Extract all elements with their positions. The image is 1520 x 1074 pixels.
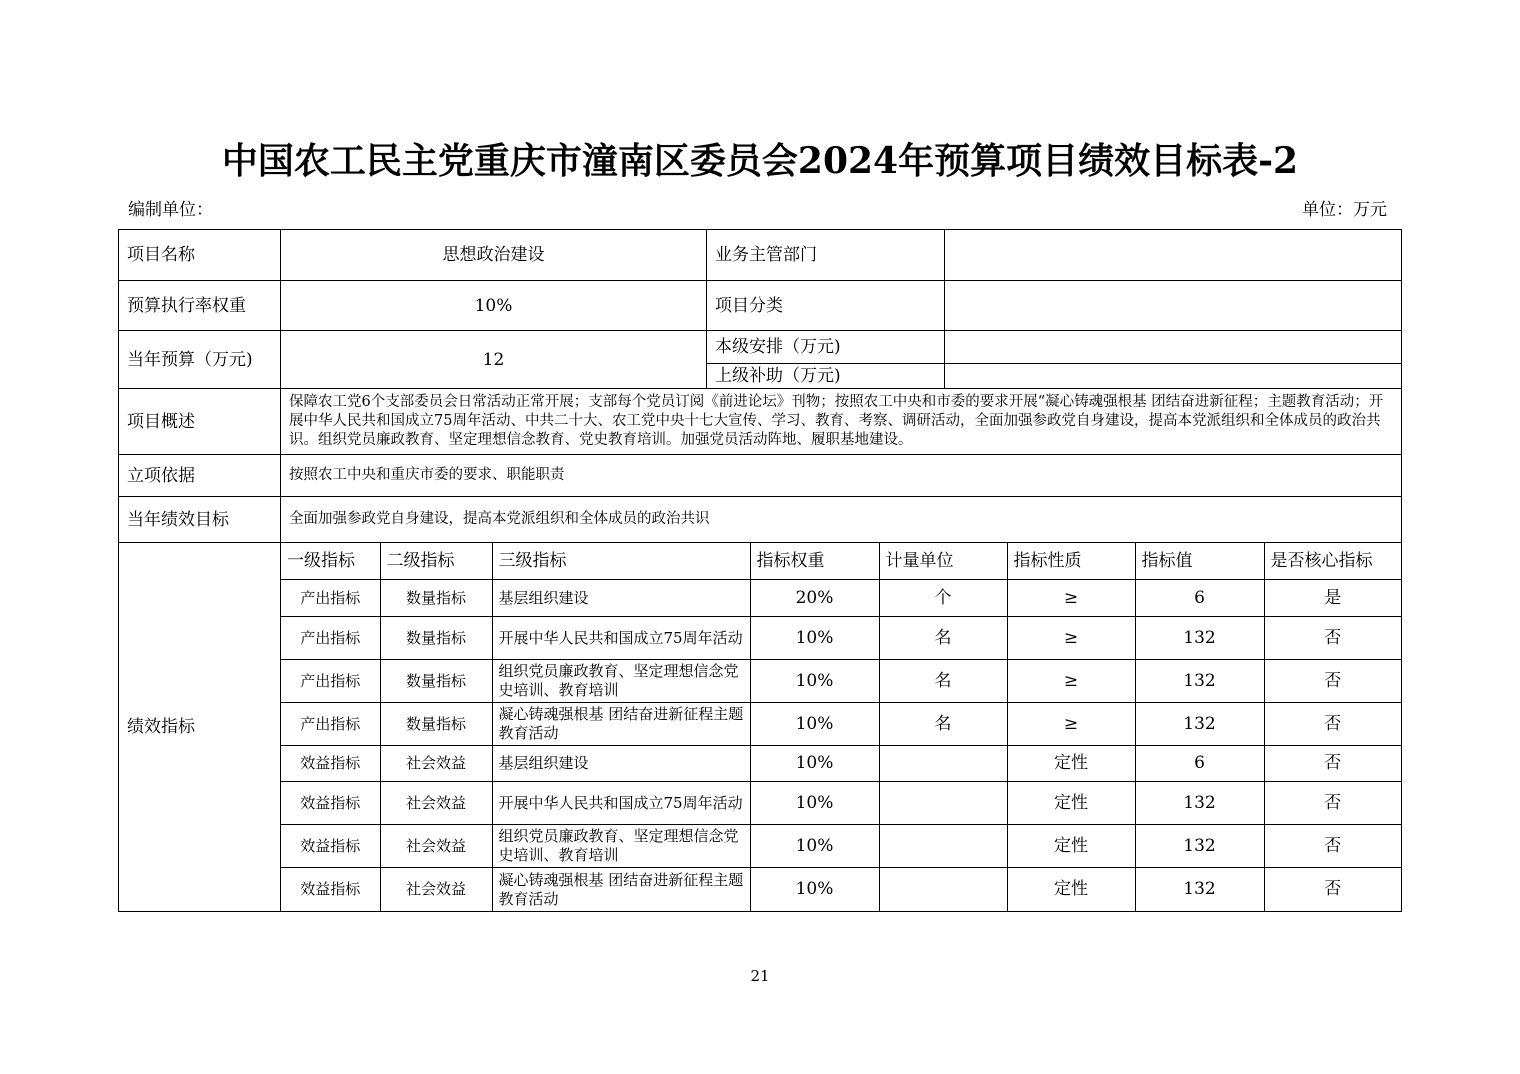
cell-value: 132	[1135, 782, 1264, 825]
header-level2: 二级指标	[380, 543, 492, 580]
goal-value: 全面加强参政党自身建设，提高本党派组织和全体成员的政治共识	[281, 497, 1402, 543]
cell-nature: ≥	[1007, 580, 1135, 617]
cell-weight: 10%	[750, 746, 879, 782]
project-name-value: 思想政治建设	[281, 230, 707, 281]
cell-nature: 定性	[1007, 825, 1135, 868]
budget-label: 当年预算（万元)	[119, 331, 281, 389]
cell-level3: 基层组织建设	[492, 746, 750, 782]
cell-unit	[879, 868, 1007, 911]
indicator-header-row	[281, 543, 1401, 580]
cell-level1: 效益指标	[281, 868, 380, 911]
unit-label: 单位：万元	[1302, 200, 1387, 220]
cell-value: 132	[1135, 660, 1264, 703]
page-number: 21	[750, 967, 770, 985]
header-level3: 三级指标	[492, 543, 750, 580]
weight-label: 预算执行率权重	[119, 281, 281, 331]
cell-level2: 社会效益	[380, 868, 492, 911]
category-value	[945, 281, 1402, 331]
cell-value: 6	[1135, 746, 1264, 782]
header-nature: 指标性质	[1007, 543, 1135, 580]
table-row	[281, 703, 1401, 746]
cell-value: 132	[1135, 617, 1264, 660]
cell-nature: ≥	[1007, 660, 1135, 703]
cell-level1: 效益指标	[281, 825, 380, 868]
cell-level1: 产出指标	[281, 580, 380, 617]
cell-nature: 定性	[1007, 868, 1135, 911]
table-row	[281, 746, 1401, 782]
cell-nature: ≥	[1007, 617, 1135, 660]
cell-core: 否	[1264, 746, 1401, 782]
cell-level3: 组织党员廉政教育、坚定理想信念党史培训、教育培训	[492, 825, 750, 868]
cell-value: 132	[1135, 703, 1264, 746]
cell-level3: 基层组织建设	[492, 580, 750, 617]
cell-core: 否	[1264, 825, 1401, 868]
table-row	[281, 660, 1401, 703]
cell-level1: 产出指标	[281, 617, 380, 660]
cell-weight: 10%	[750, 868, 879, 911]
cell-core: 否	[1264, 660, 1401, 703]
cell-level1: 产出指标	[281, 660, 380, 703]
performance-table	[118, 229, 1402, 912]
category-label: 项目分类	[707, 281, 945, 331]
weight-value: 10%	[281, 281, 707, 331]
table-row	[281, 825, 1401, 868]
local-label: 本级安排（万元)	[707, 331, 945, 364]
upper-label: 上级补助（万元)	[707, 364, 945, 389]
table-row	[281, 782, 1401, 825]
cell-weight: 10%	[750, 825, 879, 868]
cell-unit	[879, 825, 1007, 868]
cell-core: 否	[1264, 868, 1401, 911]
cell-weight: 10%	[750, 703, 879, 746]
overview-value: 保障农工党6个支部委员会日常活动正常开展；支部每个党员订阅《前进论坛》刊物；按照农工中央和市委的要求开展“凝心铸魂强根基 团结奋进新征程；主题教育活动；开展中华人民共和国成立75周年活动、中共二十大、农工党中央十七大宣传、学习、教育、考察、调研活动，全面加强参政党自身建设，提高本党派组织和全体成员的政治共识。组织党员廉政教育、坚定理想信念教育、党史教育培训。加强党员活动阵地、履职基地建设。	[281, 389, 1402, 455]
compiler-label: 编制单位：	[128, 200, 213, 220]
project-name-label: 项目名称	[119, 230, 281, 281]
cell-level2: 社会效益	[380, 746, 492, 782]
cell-weight: 10%	[750, 782, 879, 825]
cell-level3: 开展中华人民共和国成立75周年活动	[492, 782, 750, 825]
cell-unit: 名	[879, 617, 1007, 660]
cell-core: 否	[1264, 782, 1401, 825]
header-unit: 计量单位	[879, 543, 1007, 580]
cell-level1: 产出指标	[281, 703, 380, 746]
basis-value: 按照农工中央和重庆市委的要求、职能职责	[281, 455, 1402, 497]
goal-label: 当年绩效目标	[119, 497, 281, 543]
cell-level1: 效益指标	[281, 782, 380, 825]
basis-label: 立项依据	[119, 455, 281, 497]
cell-unit: 个	[879, 580, 1007, 617]
indicator-container	[281, 543, 1402, 912]
cell-nature: 定性	[1007, 782, 1135, 825]
table-row	[281, 868, 1401, 911]
cell-level2: 社会效益	[380, 825, 492, 868]
header-level1: 一级指标	[281, 543, 380, 580]
cell-level3: 凝心铸魂强根基 团结奋进新征程主题教育活动	[492, 703, 750, 746]
dept-value	[945, 230, 1402, 281]
cell-level2: 社会效益	[380, 782, 492, 825]
cell-core: 是	[1264, 580, 1401, 617]
cell-core: 否	[1264, 617, 1401, 660]
cell-level2: 数量指标	[380, 580, 492, 617]
cell-level3: 开展中华人民共和国成立75周年活动	[492, 617, 750, 660]
upper-value	[945, 364, 1402, 389]
cell-value: 132	[1135, 825, 1264, 868]
cell-level2: 数量指标	[380, 703, 492, 746]
header-value: 指标值	[1135, 543, 1264, 580]
cell-weight: 10%	[750, 617, 879, 660]
cell-level1: 效益指标	[281, 746, 380, 782]
cell-weight: 10%	[750, 660, 879, 703]
cell-nature: 定性	[1007, 746, 1135, 782]
indicator-table	[281, 543, 1401, 911]
overview-label: 项目概述	[119, 389, 281, 455]
cell-level2: 数量指标	[380, 660, 492, 703]
cell-unit	[879, 782, 1007, 825]
budget-value: 12	[281, 331, 707, 389]
cell-level3: 凝心铸魂强根基 团结奋进新征程主题教育活动	[492, 868, 750, 911]
perf-label: 绩效指标	[119, 543, 281, 912]
cell-value: 6	[1135, 580, 1264, 617]
dept-label: 业务主管部门	[707, 230, 945, 281]
cell-unit	[879, 746, 1007, 782]
cell-level3: 组织党员廉政教育、坚定理想信念党史培训、教育培训	[492, 660, 750, 703]
page-title: 中国农工民主党重庆市潼南区委员会2024年预算项目绩效目标表-2	[221, 140, 1299, 182]
header-weight: 指标权重	[750, 543, 879, 580]
cell-unit: 名	[879, 660, 1007, 703]
cell-value: 132	[1135, 868, 1264, 911]
cell-unit: 名	[879, 703, 1007, 746]
cell-level2: 数量指标	[380, 617, 492, 660]
local-value	[945, 331, 1402, 364]
cell-weight: 20%	[750, 580, 879, 617]
table-row	[281, 580, 1401, 617]
cell-core: 否	[1264, 703, 1401, 746]
header-core: 是否核心指标	[1264, 543, 1401, 580]
cell-nature: ≥	[1007, 703, 1135, 746]
table-row	[281, 617, 1401, 660]
